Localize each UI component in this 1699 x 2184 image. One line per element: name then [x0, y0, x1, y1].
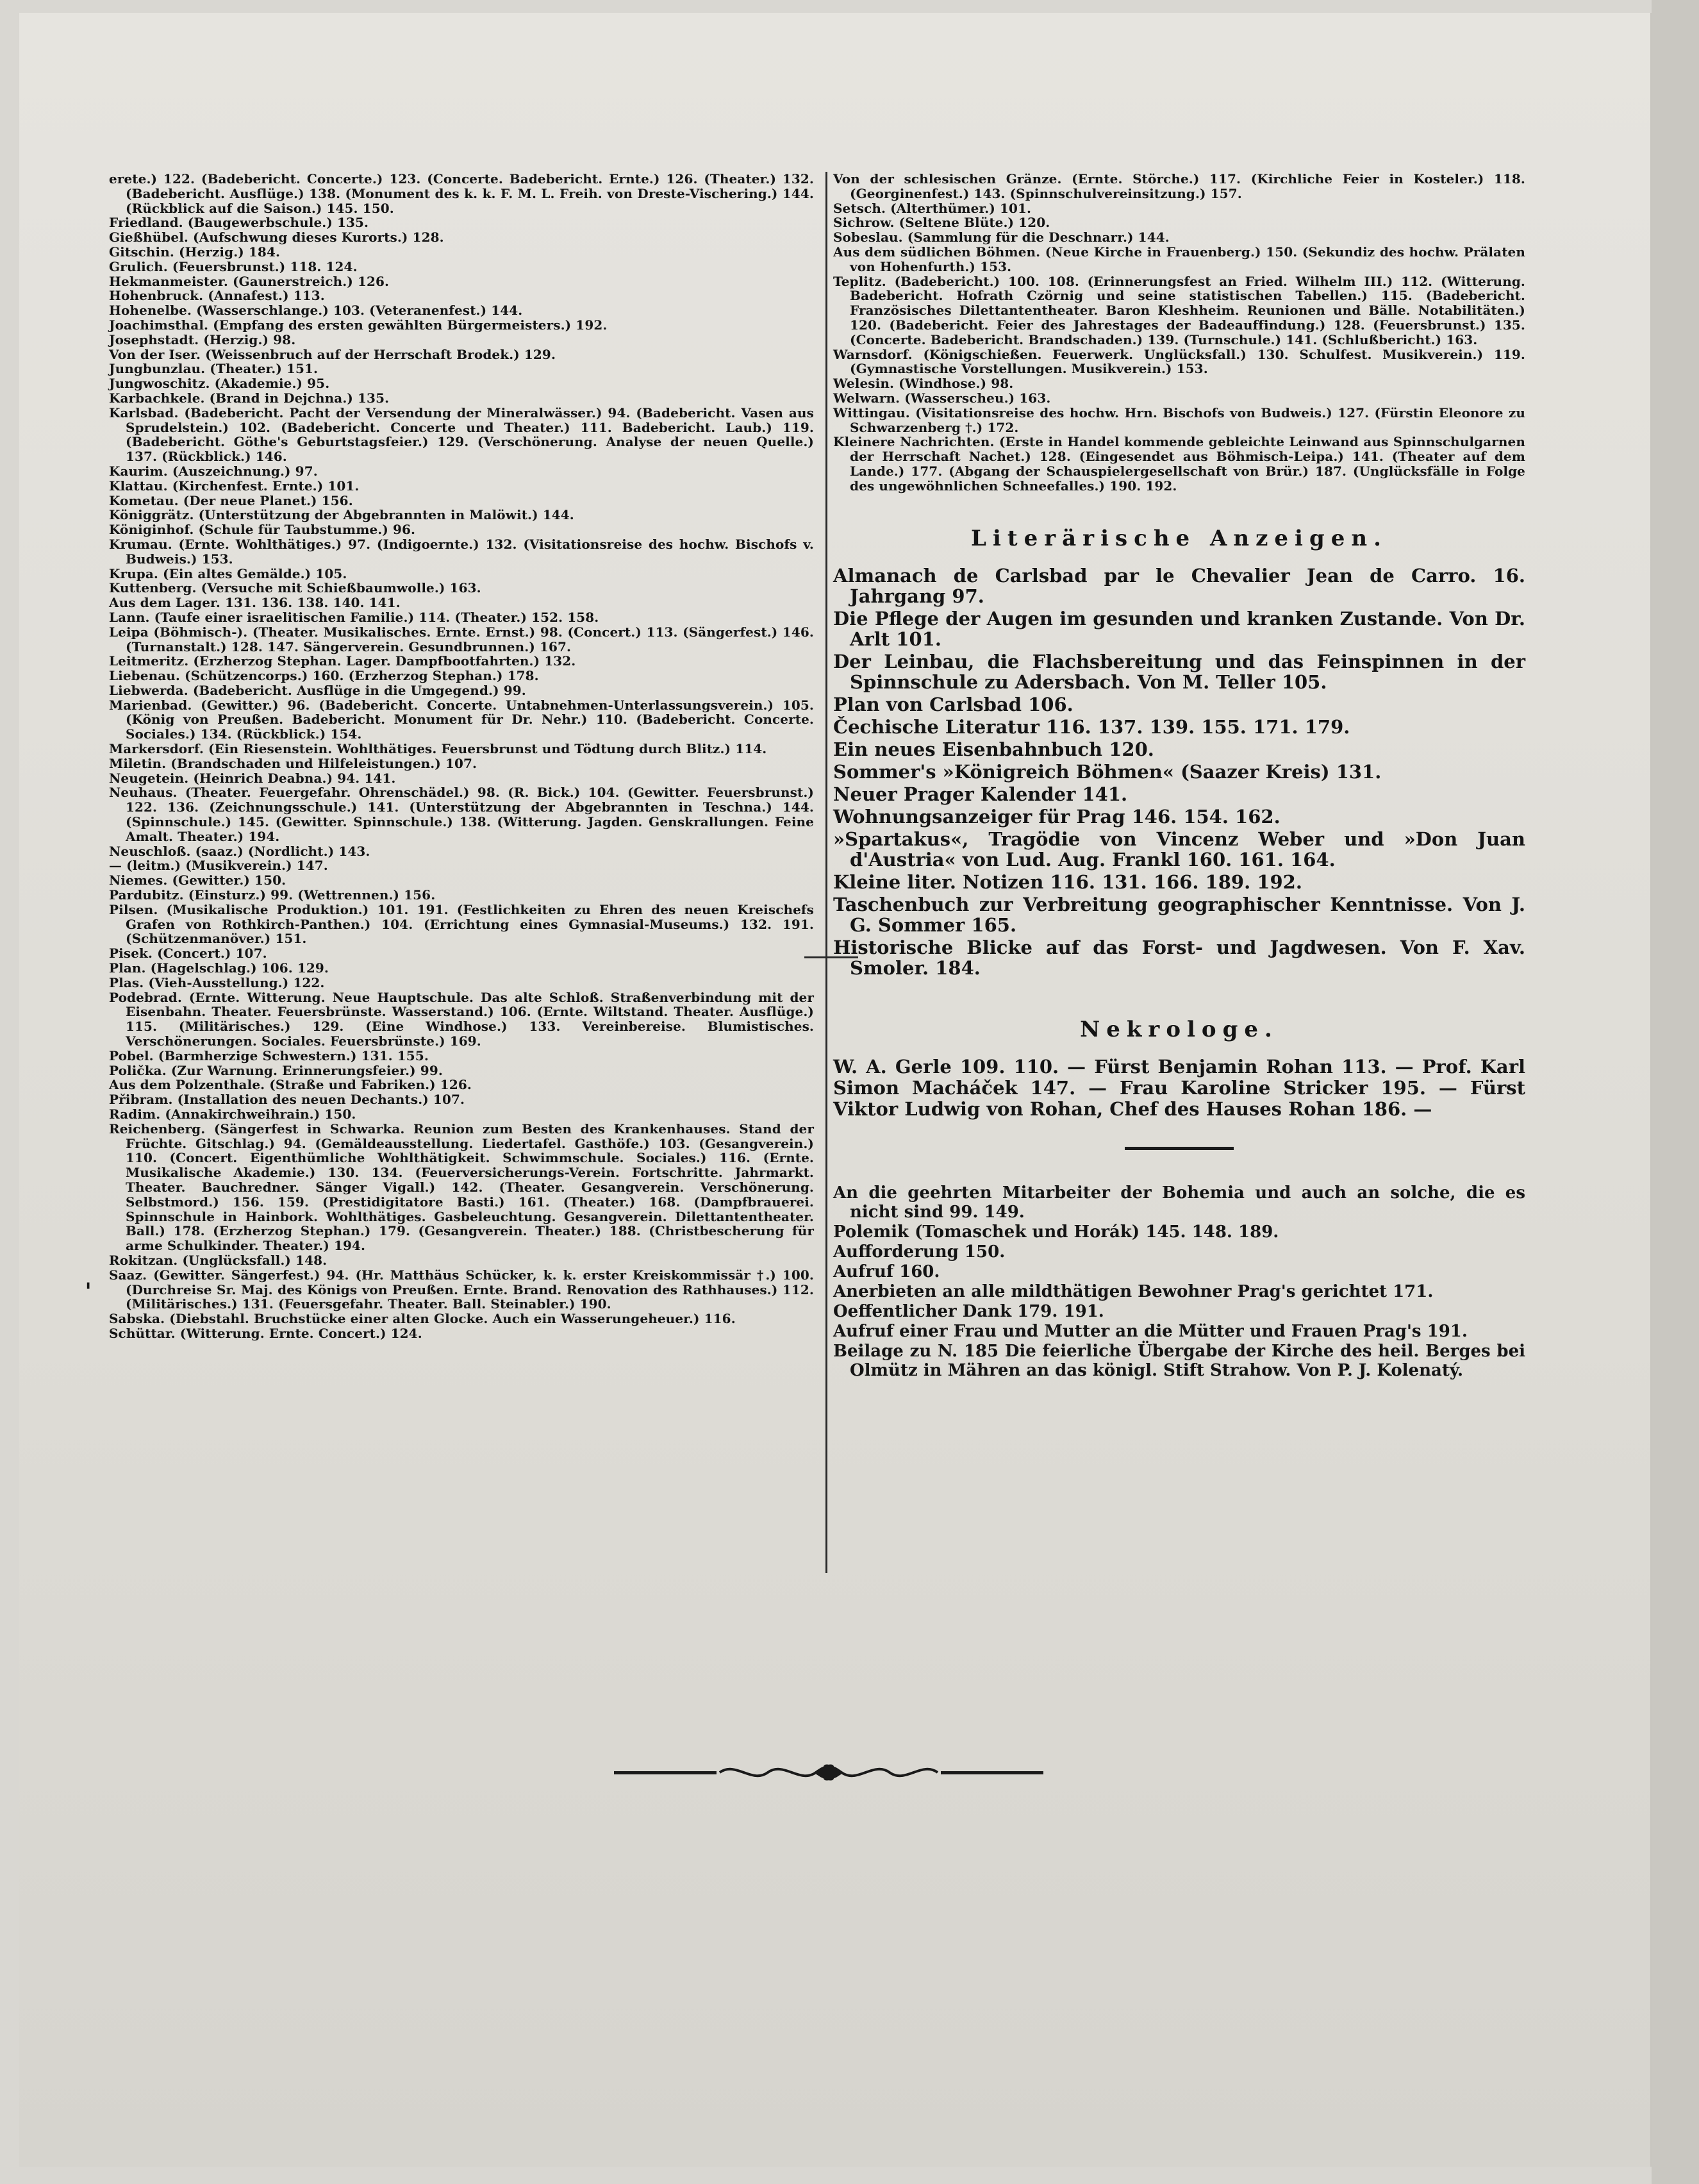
- index-entry: Lann. (Taufe einer israelitischen Familie.) 114. (Theater.) 152. 158.: [109, 609, 599, 625]
- index-list-right: [833, 172, 1525, 494]
- index-entry: Warnsdorf. (Königschießen. Feuerwerk. Unglücksfall.) 130. Schulfest. Musikverein.) 119. (Gymnastische Vorstellungen. Musikverein.) 153.: [833, 346, 1525, 377]
- index-entry: Sobeslau. (Sammlung für die Deschnarr.) 144.: [833, 229, 1170, 246]
- index-entry: Welwarn. (Wasserscheu.) 163.: [833, 390, 1051, 406]
- notice-entry: Aufruf 160.: [833, 1262, 940, 1281]
- index-entry: Karbachkele. (Brand in Dejchna.) 135.: [109, 390, 390, 406]
- index-entry: Liebenau. (Schützencorps.) 160. (Erzherzog Stephan.) 178.: [109, 668, 539, 684]
- index-entry: Niemes. (Gewitter.) 150.: [109, 872, 286, 888]
- literary-entry: Čechische Literatur 116. 137. 139. 155. 171. 179.: [833, 715, 1350, 738]
- index-entry: Rokitzan. (Unglücksfall.) 148.: [109, 1252, 327, 1268]
- literary-section-title: Literärische Anzeigen.: [971, 525, 1388, 551]
- index-entry: Přibram. (Installation des neuen Dechants.) 107.: [109, 1092, 465, 1108]
- literary-entry: Sommer's »Königreich Böhmen« (Saazer Kreis) 131.: [833, 760, 1382, 783]
- index-entry: Krupa. (Ein altes Gemälde.) 105.: [109, 565, 347, 581]
- index-entry: Sabska. (Diebstahl. Bruchstücke einer alten Glocke. Auch ein Wasserungeheuer.) 116.: [109, 1311, 736, 1327]
- index-entry: Markersdorf. (Ein Riesenstein. Wohlthätiges. Feuersbrunst und Tödtung durch Blitz.) 114.: [109, 741, 767, 757]
- index-entry: Klattau. (Kirchenfest. Ernte.) 101.: [109, 478, 360, 494]
- notice-entry: Aufforderung 150.: [833, 1242, 1006, 1262]
- index-column-right: [833, 172, 1525, 1381]
- index-entry: Welesin. (Windhose.) 98.: [833, 376, 1014, 392]
- index-entry: Joachimsthal. (Empfang des ersten gewählten Bürgermeisters.) 192.: [109, 317, 608, 333]
- column-divider: [825, 172, 827, 1573]
- index-entry: Neugetein. (Heinrich Deabna.) 94. 141.: [109, 770, 396, 786]
- index-entry: Leipa (Böhmisch-). (Theater. Musikalisches. Ernte. Ernst.) 98. (Concert.) 113. (Sängerfest.) 146. (Turnanstalt.) 128. 147. Sängerverein. Gesundbrunnen.) 167.: [109, 624, 814, 654]
- notice-entry: An die geehrten Mitarbeiter der Bohemia und auch an solche, die es nicht sind 99. 149.: [833, 1183, 1525, 1222]
- literary-entry: Almanach de Carlsbad par le Chevalier Jean de Carro. 16. Jahrgang 97.: [833, 564, 1525, 607]
- index-entry: Königinhof. (Schule für Taubstumme.) 96.: [109, 522, 416, 538]
- index-entry: Setsch. (Alterthümer.) 101.: [833, 200, 1032, 216]
- index-entry: Gießhübel. (Aufschwung dieses Kurorts.) 128.: [109, 229, 444, 246]
- index-entry: Josephstadt. (Herzig.) 98.: [109, 331, 296, 347]
- index-entry: Schüttar. (Witterung. Ernte. Concert.) 124.: [109, 1325, 422, 1341]
- literary-entry: Historische Blicke auf das Forst- und Jagdwesen. Von F. Xav. Smoler. 184.: [833, 936, 1525, 979]
- index-entry: Liebwerda. (Badebericht. Ausflüge in die Umgegend.) 99.: [109, 682, 526, 698]
- index-entry: Radim. (Annakirchweihrain.) 150.: [109, 1106, 356, 1122]
- index-entry: Reichenberg. (Sängerfest in Schwarka. Reunion zum Besten des Krankenhauses. Stand der Früchte. Gitschlag.) 94. (Gemäldeausstellung. Liedertafel. Gasthöfe.) 103. (Gesangverein.) 110. (Concert. Eigenthümliche Wohlthätigkeit. Schwimmschule. Sociales.) 116. (Ernte. Musikalische Akademie.) 130. 134. (Feuerversicherungs-Verein. Fortschritte. Jahrmarkt. Theater. Bauchredner. Sänger Vigall.) 142. (Theater. Gesangverein. Verschönerung. Selbstmord.) 156. 159. (Prestidigitatore Basti.) 161. (Theater.) 168. (Dampfbrauerei. Spinnschule in Hainbork. Wohlthätiges. Gasbeleuchtung. Gesangverein. Dilettantentheater. Ball.) 178. (Erzherzog Stephan.) 179. (Gesangverein. Theater.) 188. (Christbescherung für arme Schulkinder. Theater.) 194.: [109, 1121, 814, 1254]
- necrology-section-title: Nekrologe.: [1080, 1016, 1279, 1042]
- notice-entry: Anerbieten an alle mildthätigen Bewohner Prag's gerichtet 171.: [833, 1281, 1434, 1301]
- index-entry: — (leitm.) (Musikverein.) 147.: [109, 858, 328, 874]
- index-entry: Saaz. (Gewitter. Sängerfest.) 94. (Hr. Matthäus Schücker, k. k. erster Kreiskommissär †.) 100. (Durchreise Sr. Maj. des Königs von Preußen. Ernte. Brand. Renovation des Rathhauses.) 112. (Militärisches.) 131. (Feuersgefahr. Theater. Ball. Steinabler.) 190.: [109, 1267, 814, 1312]
- index-entry: Neuschloß. (saaz.) (Nordlicht.) 143.: [109, 843, 370, 859]
- index-entry: Pardubitz. (Einsturz.) 99. (Wettrennen.) 156.: [109, 887, 436, 903]
- literary-entry: Ein neues Eisenbahnbuch 120.: [833, 738, 1154, 760]
- index-entry: Neuhaus. (Theater. Feuergefahr. Ohrenschädel.) 98. (R. Bick.) 104. (Gewitter. Feuersbrunst.) 122. 136. (Zeichnungsschule.) 141. (Unterstützung der Abgebrannten in Teschna.) 144. (Spinnschule.) 145. (Gewitter. Spinnschule.) 138. (Witterung. Jagden. Genskrallungen. Feine Amalt. Theater.) 194.: [109, 785, 814, 844]
- index-entry: Marienbad. (Gewitter.) 96. (Badebericht. Concerte. Untabnehmen-Unterlassungsverein.) 105. (König von Preußen. Badebericht. Monument für Dr. Nehr.) 110. (Badebericht. Concerte. Sociales.) 134. (Rückblick.) 154.: [109, 697, 814, 742]
- index-entry: Kuttenberg. (Versuche mit Schießbaumwolle.) 163.: [109, 580, 481, 596]
- index-entry: Polička. (Zur Warnung. Erinnerungsfeier.) 99.: [109, 1062, 443, 1078]
- index-entry: Königgrätz. (Unterstützung der Abgebrannten in Malöwit.) 144.: [109, 507, 574, 523]
- index-entry: Teplitz. (Badebericht.) 100. 108. (Erinnerungsfest an Fried. Wilhelm III.) 112. (Witterung. Badebericht. Hofrath Czörnig und seine statistischen Tabellen.) 115. (Badebericht. Französisches Dilettantentheater. Baron Kleshheim. Reunionen und Bälle. Notabilitäten.) 120. (Badebericht. Feier des Jahrestages der Badeauffindung.) 128. (Feuersbrunst.) 135. (Concerte. Badebericht. Brandschaden.) 139. (Turnschule.) 141. (Schlußbericht.) 163.: [833, 273, 1525, 347]
- index-entry: Jungwoschitz. (Akademie.) 95.: [109, 376, 330, 392]
- necrology-text: W. A. Gerle 109. 110. — Fürst Benjamin Rohan 113. — Prof. Karl Simon Macháček 147. — Frau Karoline Stricker 195. — Fürst Viktor Ludwig von Rohan, Chef des Hauses Rohan 186. —: [833, 1055, 1525, 1120]
- literary-entry: Taschenbuch zur Verbreitung geographischer Kenntnisse. Von J. G. Sommer 165.: [833, 893, 1525, 936]
- literary-entry: Der Leinbau, die Flachsbereitung und das Feinspinnen in der Spinnschule zu Adersbach. Von M. Teller 105.: [833, 650, 1525, 693]
- index-entry: Plas. (Vieh-Ausstellung.) 122.: [109, 974, 325, 990]
- index-entry: Grulich. (Feuersbrunst.) 118. 124.: [109, 258, 358, 274]
- index-entry: Hekmanmeister. (Gaunerstreich.) 126.: [109, 273, 390, 289]
- misc-list: [833, 1183, 1525, 1380]
- tick-mark: ˌ: [85, 1263, 92, 1293]
- index-entry: Podebrad. (Ernte. Witterung. Neue Hauptschule. Das alte Schloß. Straßenverbindung mit der Eisenbahn. Theater. Feuersbrünste. Wasserstand.) 106. (Ernte. Wiltstand. Theater. Ausflüge.) 115. (Militärisches.) 129. (Eine Windhose.) 133. Vereinbereise. Blumistisches. Verschönerungen. Sociales. Feuersbrünste.) 169.: [109, 989, 814, 1049]
- index-entry: Pilsen. (Musikalische Produktion.) 101. 191. (Festlichkeiten zu Ehren des neuen Kreischefs Grafen von Rothkirch-Panthen.) 104. (Errichtung eines Gymnasial-Museums.) 132. 191. (Schützenmanöver.) 151.: [109, 901, 814, 947]
- index-entry: Pobel. (Barmherzige Schwestern.) 131. 155.: [109, 1047, 429, 1063]
- index-entry: Leitmeritz. (Erzherzog Stephan. Lager. Dampfbootfahrten.) 132.: [109, 653, 576, 669]
- index-entry: Sichrow. (Seltene Blüte.) 120.: [833, 215, 1050, 231]
- notice-entry: Aufruf einer Frau und Mutter an die Mütter und Frauen Prag's 191.: [833, 1321, 1468, 1341]
- index-entry: Kleinere Nachrichten. (Erste in Handel kommende gebleichte Leinwand aus Spinnschulgarnen der Herrschaft Nachet.) 128. (Eingesendet aus Böhmisch-Leipa.) 141. (Theater auf dem Lande.) 177. (Abgang der Schauspielergesellschaft von Brür.) 187. (Unglücksfälle in Folge des ungewöhnlichen Schneefalles.) 190. 192.: [833, 434, 1525, 494]
- index-column-left: [109, 172, 814, 1341]
- literary-entry: Kleine liter. Notizen 116. 131. 166. 189. 192.: [833, 871, 1302, 893]
- ornament-divider-icon: [614, 1760, 1043, 1785]
- literary-entry: Die Pflege der Augen im gesunden und kranken Zustande. Von Dr. Arlt 101.: [833, 607, 1525, 650]
- literary-entry: Neuer Prager Kalender 141.: [833, 783, 1128, 805]
- index-entry: Kaurim. (Auszeichnung.) 97.: [109, 463, 318, 479]
- index-entry: Hohenelbe. (Wasserschlange.) 103. (Veteranenfest.) 144.: [109, 303, 523, 319]
- index-entry: Krumau. (Ernte. Wohlthätiges.) 97. (Indigoernte.) 132. (Visitationsreise des hochw. Bischofs v. Budweis.) 153.: [109, 536, 814, 567]
- literary-list: [833, 565, 1525, 978]
- index-entry: Hohenbruck. (Annafest.) 113.: [109, 288, 325, 304]
- index-entry: Gitschin. (Herzig.) 184.: [109, 244, 281, 260]
- section-rule: [1125, 1147, 1234, 1150]
- index-entry: erete.) 122. (Badebericht. Concerte.) 123. (Concerte. Badebericht. Ernte.) 126. (Theater.) 132. (Badebericht. Ausflüge.) 138. (Monument des k. k. F. M. L. Freih. von Dreste-Vischering.) 144. (Rückblick auf die Saison.) 145. 150.: [109, 171, 814, 216]
- index-entry: Aus dem Lager. 131. 136. 138. 140. 141.: [109, 595, 401, 611]
- page-edge: [1652, 0, 1699, 2184]
- index-entry: Miletin. (Brandschaden und Hilfeleistungen.) 107.: [109, 755, 477, 771]
- index-entry: Aus dem Polzenthale. (Straße und Fabriken.) 126.: [109, 1077, 472, 1093]
- literary-entry: Plan von Carlsbad 106.: [833, 693, 1073, 715]
- index-entry: Von der schlesischen Gränze. (Ernte. Störche.) 117. (Kirchliche Feier in Kosteler.) 118. (Georginenfest.) 143. (Spinnschulvereinsitzung.) 157.: [833, 171, 1525, 201]
- index-entry: Plan. (Hagelschlag.) 106. 129.: [109, 960, 329, 976]
- notice-entry: Beilage zu N. 185 Die feierliche Übergabe der Kirche des heil. Berges bei Olmütz in Mähren an das königl. Stift Strahow. Von P. J. Kolenatý.: [833, 1341, 1525, 1380]
- index-entry: Von der Iser. (Weissenbruch auf der Herrschaft Brodek.) 129.: [109, 346, 556, 362]
- notice-entry: Oeffentlicher Dank 179. 191.: [833, 1301, 1104, 1321]
- index-entry: Jungbunzlau. (Theater.) 151.: [109, 361, 319, 377]
- index-entry: Pisek. (Concert.) 107.: [109, 946, 267, 962]
- index-entry: Kometau. (Der neue Planet.) 156.: [109, 492, 353, 508]
- literary-entry: Wohnungsanzeiger für Prag 146. 154. 162.: [833, 805, 1280, 828]
- literary-entry: »Spartakus«, Tragödie von Vincenz Weber und »Don Juan d'Austria« von Lud. Aug. Frankl 160. 161. 164.: [833, 828, 1525, 871]
- notice-entry: Polemik (Tomaschek und Horák) 145. 148. 189.: [833, 1222, 1279, 1242]
- index-entry: Wittingau. (Visitationsreise des hochw. Hrn. Bischofs von Budweis.) 127. (Fürstin Eleonore zu Schwarzenberg †.) 172.: [833, 404, 1525, 435]
- index-entry: Aus dem südlichen Böhmen. (Neue Kirche in Frauenberg.) 150. (Sekundiz des hochw. Prälaten von Hohenfurth.) 153.: [833, 244, 1525, 274]
- index-entry: Karlsbad. (Badebericht. Pacht der Versendung der Mineralwässer.) 94. (Badebericht. Vasen aus Sprudelstein.) 102. (Badebericht. Concerte und Theater.) 111. Badebericht. Laub.) 119. (Badebericht. Göthe's Geburtstagsfeier.) 129. (Verschönerung. Analyse der neuen Quelle.) 137. (Rückblick.) 146.: [109, 404, 814, 465]
- index-entry: Friedland. (Baugewerbschule.) 135.: [109, 215, 369, 231]
